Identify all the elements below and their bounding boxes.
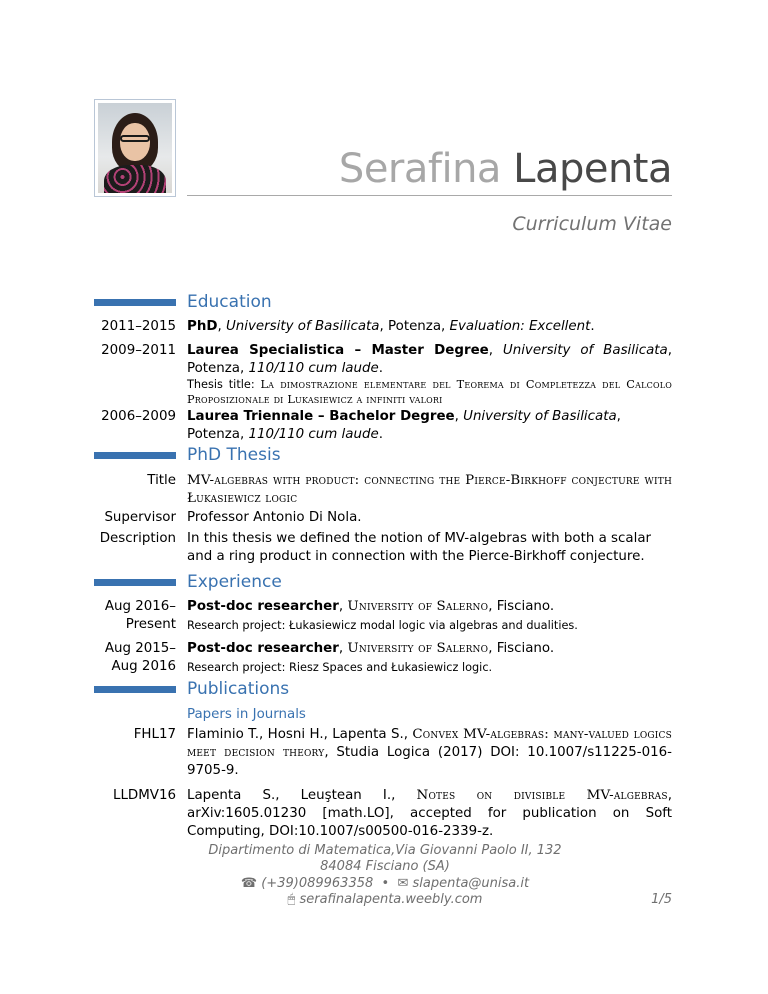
full-name xyxy=(339,145,672,193)
experience-date-start: Aug 2016– xyxy=(104,599,176,614)
experience-date-end: Present xyxy=(125,617,176,632)
thesis-description: In this thesis we defined the notion of MV-algebras with both a scalar and a ring product in connection with the Pierce-Birkhoff conjecture. xyxy=(187,531,652,564)
master-thesis-title: La dimostrazione elementare del Teorema di Completezza del Calcolo Proposizionale di Lukasiewicz a infiniti valori xyxy=(187,378,672,406)
paper-authors: Lapenta S., Leuştean I., xyxy=(187,788,417,803)
education-entry: PhD, University of Basilicata, Potenza, Evaluation: Excellent. xyxy=(187,319,595,334)
thesis-title-note: Thesis title: La dimostrazione elementare del Teorema di Completezza del Calcolo Proposizionale di Lukasiewicz a infiniti valori xyxy=(187,378,672,406)
profile-photo xyxy=(94,99,176,197)
degree: PhD xyxy=(187,319,218,334)
section-title-experience: Experience xyxy=(187,572,282,592)
thesis-label-description: Description xyxy=(99,531,176,546)
website-link[interactable]: serafinalapenta.weebly.com xyxy=(299,892,483,907)
paper-title: Notes on divisible MV-algebras xyxy=(416,788,668,803)
footer-contact-line xyxy=(190,875,580,892)
grade: 110/110 cum laude xyxy=(248,361,379,376)
grade: Evaluation: Excellent xyxy=(449,319,591,334)
page-number: 1/5 xyxy=(651,892,672,907)
avatar xyxy=(98,103,172,193)
education-date: 2009–2011 xyxy=(101,343,176,358)
institution: University of Basilicata xyxy=(502,343,668,358)
header-divider xyxy=(187,195,672,196)
publication-entry xyxy=(187,726,672,780)
experience-date-start: Aug 2015– xyxy=(104,641,176,656)
footer-address-line1: Dipartimento di Matematica,Via Giovanni Paolo II, 132 xyxy=(208,843,562,858)
section-bar xyxy=(94,299,176,306)
research-project: Research project: Łukasiewicz modal logic via algebras and dualities. xyxy=(187,619,578,632)
thesis-label-title: Title xyxy=(147,473,176,488)
last-name: Lapenta xyxy=(513,146,672,192)
citation-key: FHL17 xyxy=(133,727,176,742)
mouse-icon: 🖱 xyxy=(287,892,296,907)
role: Post-doc researcher xyxy=(187,641,339,656)
paper-authors: Flaminio T., Hosni H., Lapenta S., xyxy=(187,727,413,742)
employer: University of Salerno xyxy=(347,599,489,614)
section-bar xyxy=(94,452,176,459)
institution: University of Basilicata xyxy=(225,319,380,334)
section-title-thesis: PhD Thesis xyxy=(187,445,281,465)
publication-entry xyxy=(187,787,672,841)
education-date: 2006–2009 xyxy=(101,409,176,424)
education-entry: Laurea Triennale – Bachelor Degree, University of Basilicata, Potenza, 110/110 cum laude. xyxy=(187,409,621,442)
envelope-icon: ✉ xyxy=(397,876,409,891)
email-link[interactable]: slapenta@unisa.it xyxy=(412,876,530,891)
education-date: 2011–2015 xyxy=(101,319,176,334)
subsection-title-journals: Papers in Journals xyxy=(187,707,306,722)
paper-venue: , Studia Logica (2017) DOI: 10.1007/s11225-016-9705-9. xyxy=(187,745,672,778)
document-title: Curriculum Vitae xyxy=(512,213,672,235)
footer-address-line2: 84084 Fisciano (SA) xyxy=(320,859,450,874)
glasses-shape xyxy=(120,135,150,142)
paper-venue: , arXiv:1605.01230 [math.LO], accepted for publication on Soft Computing, DOI:10.1007/s00500-016-2339-z. xyxy=(187,788,672,839)
thesis-label-supervisor: Supervisor xyxy=(104,510,176,525)
paper-title: Convex MV-algebras: many-valued logics meet decision theory xyxy=(187,727,672,760)
footer-web-line xyxy=(190,891,580,908)
thesis-supervisor: Professor Antonio Di Nola. xyxy=(187,510,362,525)
grade: 110/110 cum laude xyxy=(248,427,379,442)
bullet-separator: • xyxy=(381,876,390,891)
experience-entry: Post-doc researcher, University of Salerno, Fisciano. xyxy=(187,641,555,656)
employer: University of Salerno xyxy=(347,641,489,656)
education-entry: Laurea Specialistica – Master Degree, University of Basilicata, Potenza, 110/110 cum laude. xyxy=(187,343,672,376)
section-bar xyxy=(94,686,176,693)
phd-thesis-title: MV-algebras with product: connecting the Pierce-Birkhoff conjecture with Łukasiewicz logic xyxy=(187,473,672,506)
section-title-publications: Publications xyxy=(187,679,290,699)
phone-icon: ☎ xyxy=(240,876,258,891)
experience-date-end: Aug 2016 xyxy=(111,659,176,674)
degree: Laurea Triennale – Bachelor Degree xyxy=(187,409,455,424)
degree: Laurea Specialistica – Master Degree xyxy=(187,343,489,358)
experience-entry: Post-doc researcher, University of Salerno, Fisciano. xyxy=(187,599,555,614)
research-project: Research project: Riesz Spaces and Łukasiewicz logic. xyxy=(187,661,493,674)
institution: University of Basilicata xyxy=(463,409,617,424)
section-bar xyxy=(94,579,176,586)
section-title-education: Education xyxy=(187,292,272,312)
role: Post-doc researcher xyxy=(187,599,339,614)
phone-number[interactable]: (+39)089963358 xyxy=(261,876,374,891)
first-name: Serafina xyxy=(338,146,501,192)
citation-key: LLDMV16 xyxy=(113,788,176,803)
